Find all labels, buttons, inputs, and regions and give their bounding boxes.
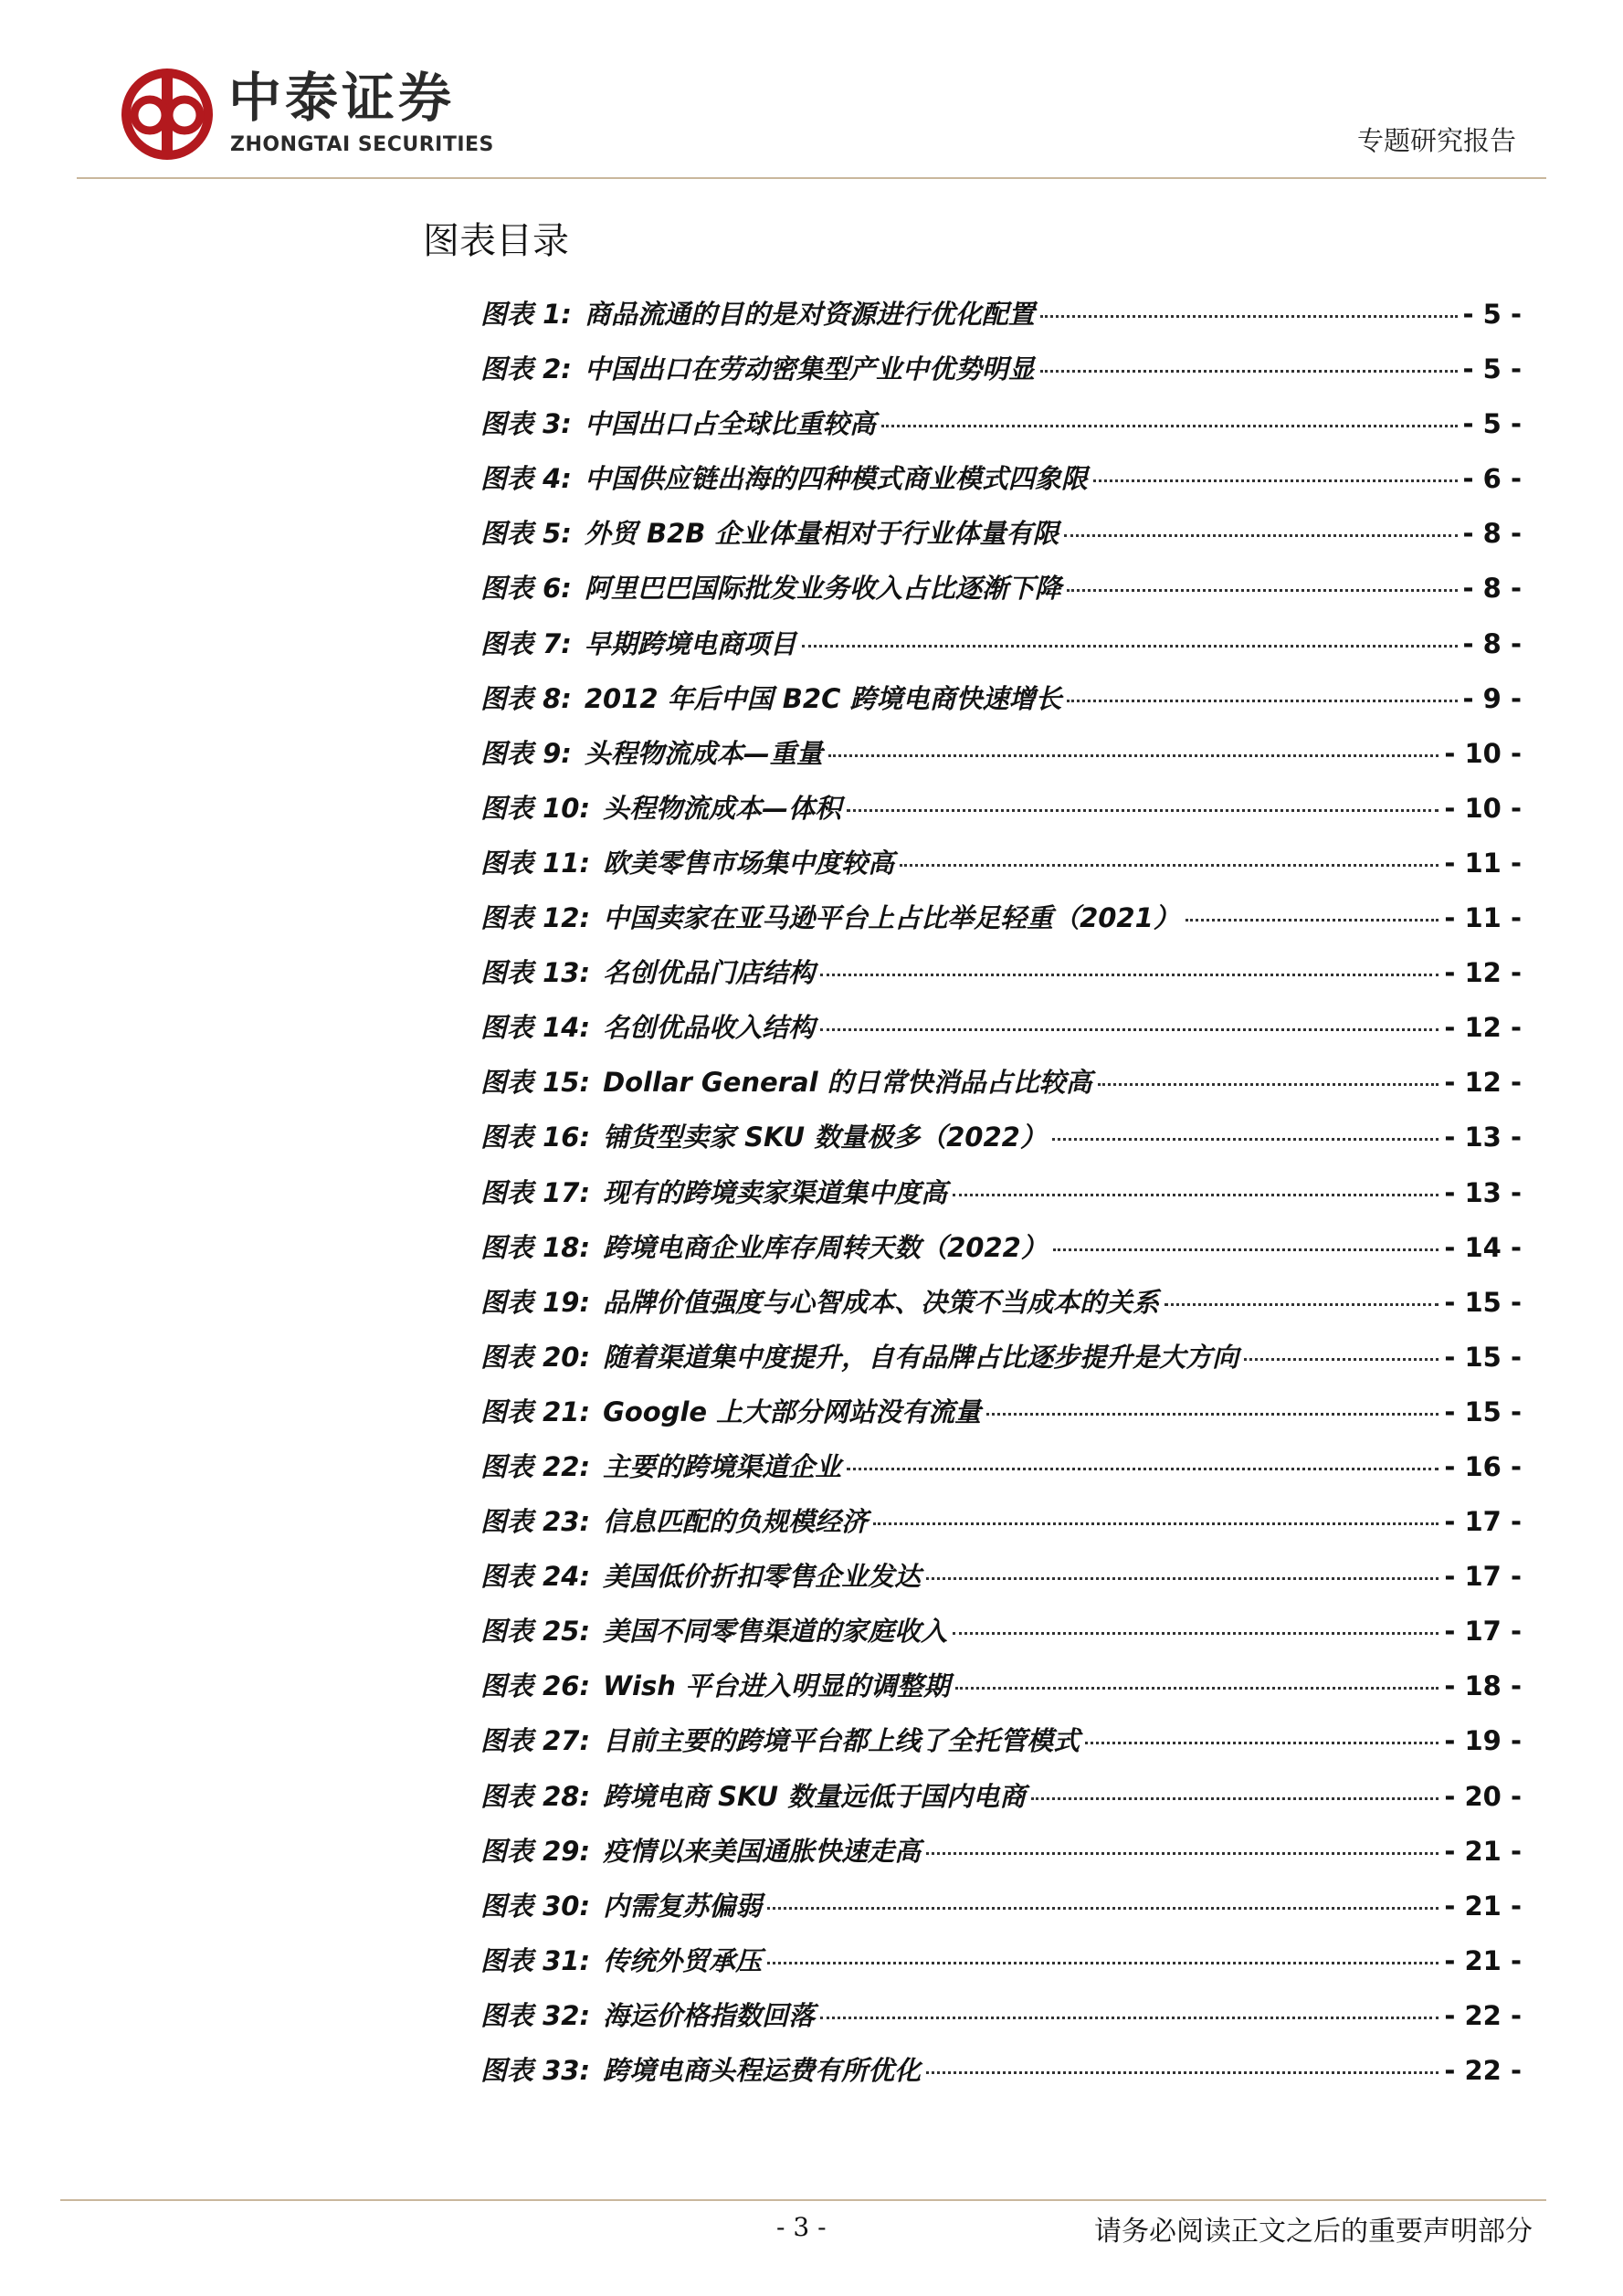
toc-entry-number: 图表 33:: [480, 2055, 591, 2086]
toc-dot-leader: [1093, 479, 1458, 482]
toc-entry-number: 图表 31:: [480, 1944, 591, 1976]
toc-entry-page: - 14 -: [1444, 1231, 1522, 1263]
toc-entry-title: 跨境电商企业库存周转天数（2022）: [603, 1231, 1048, 1263]
toc-dot-leader: [847, 1468, 1439, 1470]
toc-entry[interactable]: [480, 1173, 1522, 1227]
toc-dot-leader: [1165, 1303, 1439, 1306]
footer-divider: [60, 2199, 1546, 2201]
toc-entry-number: 图表 14:: [480, 1012, 591, 1044]
toc-dot-leader: [802, 645, 1458, 648]
toc-dot-leader: [986, 1413, 1439, 1416]
toc-entry-number: 图表 15:: [480, 1067, 591, 1099]
toc-entry-title: 传统外贸承压: [603, 1944, 763, 1976]
toc-dot-leader: [1098, 1083, 1439, 1086]
toc-dot-leader: [828, 754, 1439, 757]
toc-entry-page: - 13 -: [1444, 1122, 1522, 1153]
toc-entry[interactable]: [480, 624, 1522, 679]
toc-dot-leader: [1052, 1138, 1439, 1141]
toc-entry-title: 现有的跨境卖家渠道集中度高: [603, 1176, 948, 1208]
toc-entry-page: - 8 -: [1462, 573, 1522, 605]
toc-dot-leader: [955, 1687, 1439, 1690]
toc-entry[interactable]: [480, 349, 1522, 404]
toc-entry-number: 图表 22:: [480, 1450, 591, 1482]
toc-entry-title: 中国卖家在亚马逊平台上占比举足轻重（2021）: [603, 902, 1180, 934]
toc-dot-leader: [926, 2071, 1439, 2074]
toc-entry-title: 海运价格指数回落: [603, 1999, 816, 2031]
toc-entry-page: - 6 -: [1462, 463, 1522, 495]
logo-english-name: ZHONGTAI SECURITIES: [230, 133, 494, 156]
toc-entry-title: 名创优品收入结构: [603, 1012, 816, 1044]
toc-entry[interactable]: [480, 568, 1522, 623]
toc-entry-page: - 5 -: [1462, 299, 1522, 330]
toc-entry[interactable]: [480, 1996, 1522, 2050]
toc-entry-title: 中国出口占全球比重较高: [584, 408, 876, 440]
toc-entry-title: 内需复苏偏弱: [603, 1890, 763, 1922]
toc-entry[interactable]: [480, 1117, 1522, 1172]
toc-entry-number: 图表 5:: [480, 518, 572, 550]
toc-entry-title: 商品流通的目的是对资源进行优化配置: [584, 299, 1035, 330]
toc-entry-title: 疫情以来美国通胀快速走高: [603, 1835, 922, 1867]
toc-entry-title: Dollar General 的日常快消品占比较高: [603, 1067, 1092, 1099]
toc-entry-number: 图表 19:: [480, 1286, 591, 1318]
toc-dot-leader: [873, 1522, 1439, 1525]
toc-dot-leader: [926, 1852, 1439, 1855]
toc-entry-number: 图表 3:: [480, 408, 572, 440]
toc-entry-number: 图表 21:: [480, 1396, 591, 1427]
toc-entry-title: 头程物流成本—体积: [603, 792, 842, 824]
toc-entry-number: 图表 17:: [480, 1176, 591, 1208]
toc-dot-leader: [900, 864, 1439, 867]
toc-entry-title: 早期跨境电商项目: [584, 627, 796, 659]
toc-entry-number: 图表 28:: [480, 1780, 591, 1812]
toc-dot-leader: [1085, 1742, 1439, 1744]
toc-entry[interactable]: [480, 1337, 1522, 1392]
toc-entry[interactable]: [480, 513, 1522, 568]
toc-dot-leader: [820, 2017, 1439, 2019]
toc-entry-title: 中国供应链出海的四种模式商业模式四象限: [584, 463, 1088, 495]
toc-dot-leader: [1067, 589, 1458, 592]
toc-entry-page: - 22 -: [1444, 2055, 1522, 2086]
toc-entry-page: - 8 -: [1462, 518, 1522, 550]
toc-entry-title: 阿里巴巴国际批发业务收入占比逐渐下降: [584, 573, 1061, 605]
toc-entry-page: - 19 -: [1444, 1725, 1522, 1757]
toc-entry-page: - 9 -: [1462, 682, 1522, 714]
toc-entry-page: - 11 -: [1444, 902, 1522, 934]
toc-entry-number: 图表 2:: [480, 353, 572, 385]
toc-entry-title: 铺货型卖家 SKU 数量极多（2022）: [603, 1122, 1047, 1153]
toc-entry-page: - 11 -: [1444, 847, 1522, 879]
page-header: [0, 0, 1623, 183]
toc-entry-title: 主要的跨境渠道企业: [603, 1450, 842, 1482]
toc-entry-page: - 15 -: [1444, 1286, 1522, 1318]
page-number: - 3 -: [776, 2212, 827, 2242]
figure-list: [480, 294, 1522, 2105]
toc-entry-title: 外贸 B2B 企业体量相对于行业体量有限: [584, 518, 1059, 550]
toc-entry-page: - 5 -: [1462, 408, 1522, 440]
toc-entry-number: 图表 20:: [480, 1341, 591, 1373]
toc-entry-number: 图表 32:: [480, 1999, 591, 2031]
toc-entry-title: 美国不同零售渠道的家庭收入: [603, 1616, 948, 1648]
toc-entry[interactable]: [480, 1831, 1522, 1886]
report-type-label: 专题研究报告: [1356, 125, 1516, 156]
toc-dot-leader: [1067, 700, 1457, 702]
toc-entry[interactable]: [480, 898, 1522, 953]
toc-entry[interactable]: [480, 1666, 1522, 1721]
toc-dot-leader: [1040, 315, 1458, 318]
toc-dot-leader: [847, 809, 1439, 812]
toc-entry-number: 图表 30:: [480, 1890, 591, 1922]
toc-entry-title: 目前主要的跨境平台都上线了全托管模式: [603, 1725, 1080, 1757]
toc-entry-number: 图表 4:: [480, 463, 572, 495]
toc-entry[interactable]: [480, 1392, 1522, 1447]
toc-entry-number: 图表 13:: [480, 957, 591, 989]
toc-entry[interactable]: [480, 843, 1522, 898]
zhongtai-logo-icon: [117, 64, 217, 164]
toc-entry-page: - 13 -: [1444, 1176, 1522, 1208]
toc-entry[interactable]: [480, 733, 1522, 788]
toc-dot-leader: [1186, 919, 1439, 922]
toc-entry-page: - 16 -: [1444, 1450, 1522, 1482]
toc-entry-page: - 10 -: [1444, 737, 1522, 769]
toc-entry-number: 图表 9:: [480, 737, 572, 769]
toc-entry-page: - 21 -: [1444, 1890, 1522, 1922]
toc-entry-number: 图表 18:: [480, 1231, 591, 1263]
toc-entry-title: 跨境电商头程运费有所优化: [603, 2055, 922, 2086]
toc-entry-title: 中国出口在劳动密集型产业中优势明显: [584, 353, 1035, 385]
toc-entry-title: Wish 平台进入明显的调整期: [603, 1670, 950, 1702]
toc-entry-title: 头程物流成本—重量: [584, 737, 823, 769]
toc-entry-number: 图表 11:: [480, 847, 591, 879]
toc-entry-title: 随着渠道集中度提升，自有品牌占比逐步提升是大方向: [603, 1341, 1239, 1373]
toc-entry-number: 图表 27:: [480, 1725, 591, 1757]
toc-entry[interactable]: [480, 404, 1522, 458]
toc-entry-number: 图表 6:: [480, 573, 572, 605]
toc-entry[interactable]: [480, 1007, 1522, 1062]
toc-entry-title: 品牌价值强度与心智成本、决策不当成本的关系: [603, 1286, 1160, 1318]
toc-entry[interactable]: [480, 1447, 1522, 1501]
toc-entry-number: 图表 23:: [480, 1506, 591, 1538]
toc-entry-title: 2012 年后中国 B2C 跨境电商快速增长: [584, 682, 1062, 714]
toc-entry[interactable]: [480, 2050, 1522, 2105]
toc-entry[interactable]: [480, 1776, 1522, 1831]
toc-entry[interactable]: [480, 1282, 1522, 1337]
toc-dot-leader: [953, 1632, 1439, 1635]
toc-entry-page: - 18 -: [1444, 1670, 1522, 1702]
toc-entry-number: 图表 8:: [480, 682, 572, 714]
toc-entry-page: - 15 -: [1444, 1341, 1522, 1373]
toc-entry[interactable]: [480, 1941, 1522, 1996]
toc-entry-page: - 22 -: [1444, 1999, 1522, 2031]
toc-entry-page: - 10 -: [1444, 792, 1522, 824]
toc-entry-page: - 5 -: [1462, 353, 1522, 385]
toc-entry[interactable]: [480, 294, 1522, 349]
toc-entry-title: 信息匹配的负规模经济: [603, 1506, 869, 1538]
toc-entry[interactable]: [480, 1721, 1522, 1775]
toc-entry-page: - 8 -: [1462, 627, 1522, 659]
toc-entry-page: - 12 -: [1444, 957, 1522, 989]
toc-dot-leader: [953, 1194, 1439, 1196]
toc-entry-page: - 21 -: [1444, 1944, 1522, 1976]
toc-entry[interactable]: [480, 1556, 1522, 1611]
toc-entry-page: - 12 -: [1444, 1012, 1522, 1044]
toc-entry[interactable]: [480, 1886, 1522, 1941]
toc-dot-leader: [1040, 370, 1458, 373]
toc-entry-page: - 15 -: [1444, 1396, 1522, 1427]
footer-disclaimer: 请务必阅读正文之后的重要声明部分: [1094, 2216, 1533, 2248]
toc-entry-page: - 17 -: [1444, 1506, 1522, 1538]
logo-chinese-name: 中泰证券: [228, 67, 456, 129]
toc-entry[interactable]: [480, 1501, 1522, 1556]
toc-entry-number: 图表 12:: [480, 902, 591, 934]
toc-entry-number: 图表 26:: [480, 1670, 591, 1702]
toc-dot-leader: [1244, 1358, 1439, 1361]
toc-entry-number: 图表 7:: [480, 627, 572, 659]
toc-entry-number: 图表 10:: [480, 792, 591, 824]
toc-dot-leader: [820, 974, 1439, 976]
toc-entry[interactable]: [480, 1227, 1522, 1282]
toc-entry-title: 美国低价折扣零售企业发达: [603, 1561, 922, 1593]
toc-dot-leader: [1053, 1248, 1439, 1251]
toc-entry[interactable]: [480, 1062, 1522, 1117]
toc-dot-leader: [767, 1962, 1439, 1964]
toc-entry[interactable]: [480, 458, 1522, 513]
toc-entry-number: 图表 24:: [480, 1561, 591, 1593]
toc-title: 图表目录: [423, 220, 569, 262]
toc-entry[interactable]: [480, 1611, 1522, 1666]
toc-entry-number: 图表 25:: [480, 1616, 591, 1648]
toc-dot-leader: [820, 1028, 1439, 1031]
toc-dot-leader: [881, 425, 1458, 427]
toc-entry-page: - 20 -: [1444, 1780, 1522, 1812]
toc-entry[interactable]: [480, 679, 1522, 733]
toc-entry-page: - 21 -: [1444, 1835, 1522, 1867]
toc-entry-title: 名创优品门店结构: [603, 957, 816, 989]
toc-entry-title: 跨境电商 SKU 数量远低于国内电商: [603, 1780, 1027, 1812]
toc-entry-title: 欧美零售市场集中度较高: [603, 847, 895, 879]
toc-dot-leader: [926, 1577, 1439, 1580]
toc-entry-title: Google 上大部分网站没有流量: [603, 1396, 982, 1427]
toc-entry-number: 图表 29:: [480, 1835, 591, 1867]
toc-entry-page: - 17 -: [1444, 1616, 1522, 1648]
toc-entry-number: 图表 1:: [480, 299, 572, 330]
toc-entry[interactable]: [480, 788, 1522, 843]
toc-dot-leader: [767, 1907, 1439, 1910]
toc-entry-number: 图表 16:: [480, 1122, 591, 1153]
toc-entry-page: - 12 -: [1444, 1067, 1522, 1099]
toc-entry-page: - 17 -: [1444, 1561, 1522, 1593]
header-divider: [77, 177, 1546, 179]
toc-dot-leader: [1064, 534, 1457, 537]
toc-entry[interactable]: [480, 953, 1522, 1007]
toc-dot-leader: [1031, 1797, 1439, 1800]
